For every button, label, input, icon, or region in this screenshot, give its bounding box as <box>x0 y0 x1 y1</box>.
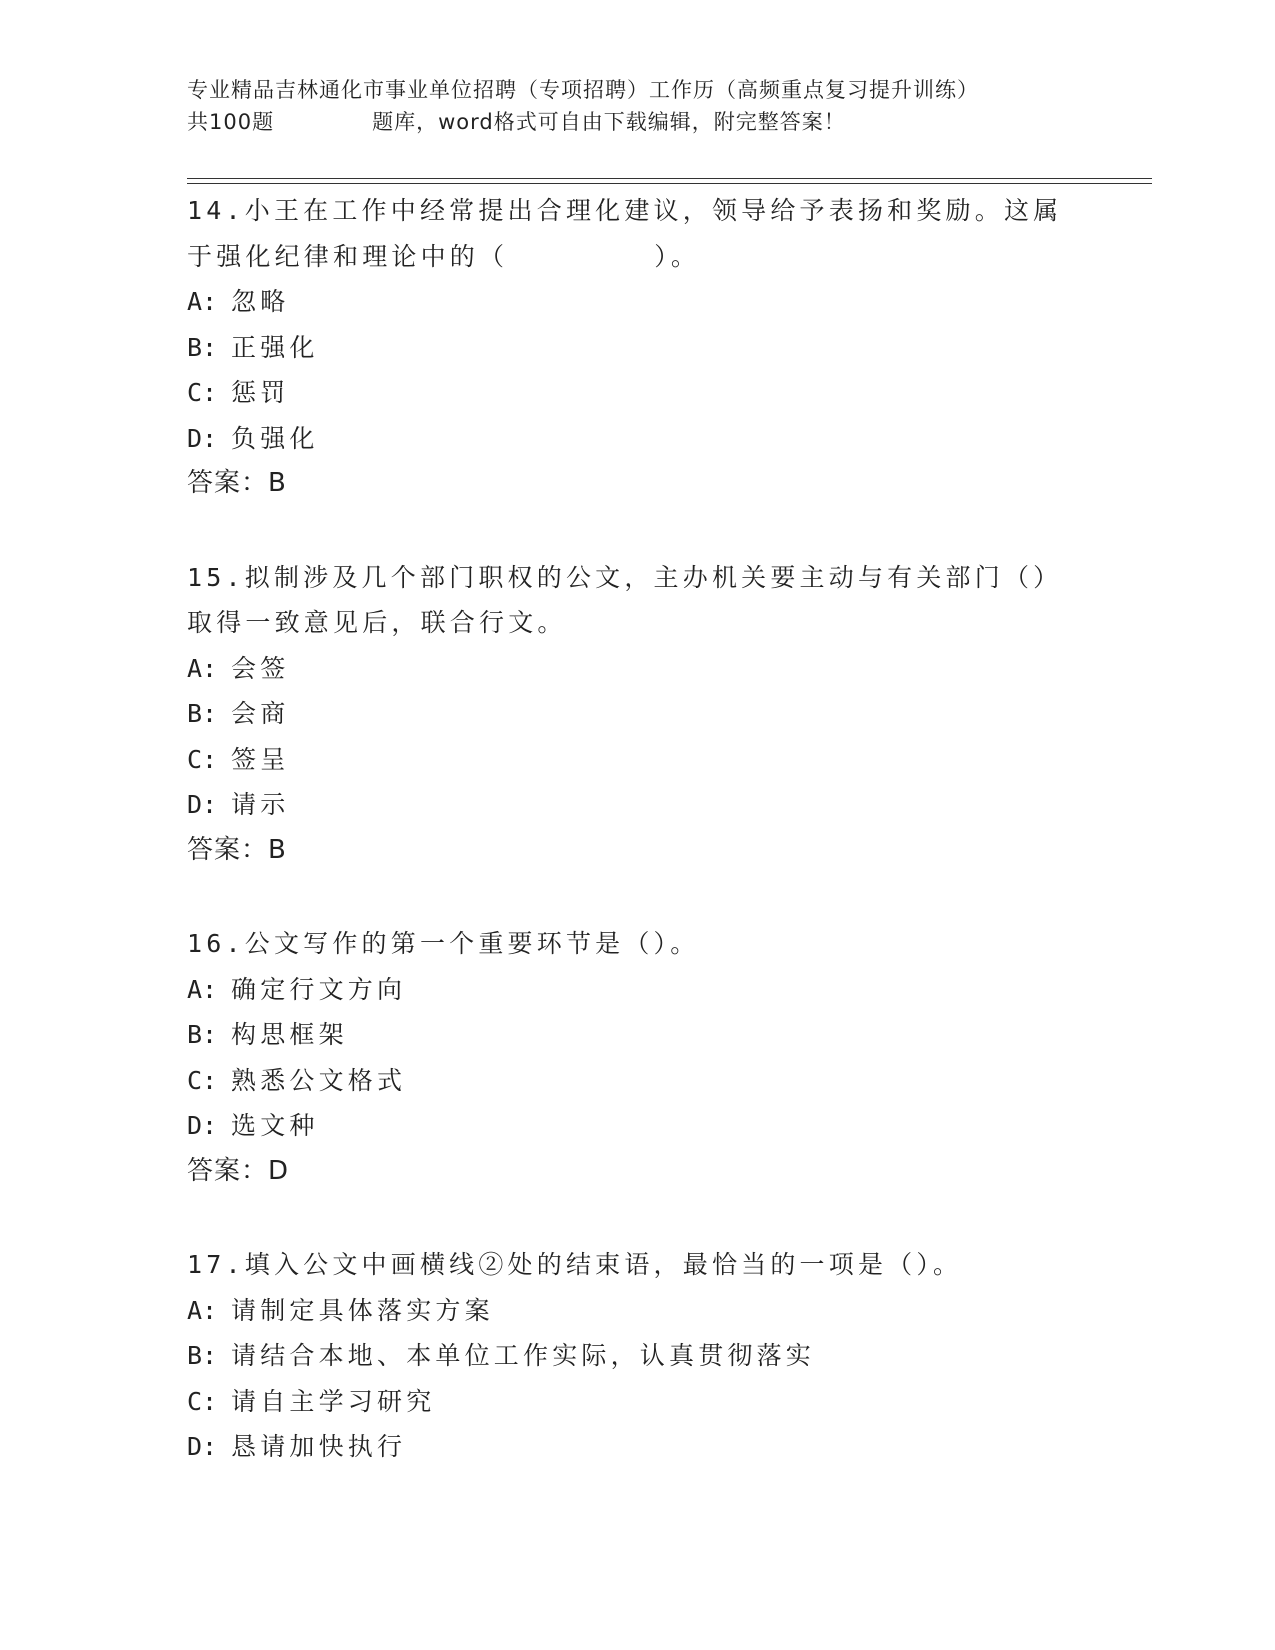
header-divider-top <box>187 178 1152 179</box>
option-b <box>187 325 1087 371</box>
option-letter: B: <box>187 699 218 728</box>
option-c <box>187 1058 1087 1104</box>
question-16 <box>187 921 1087 1194</box>
option-text: 惩罚 <box>231 378 290 407</box>
option-text: 请示 <box>231 790 290 819</box>
option-letter: C: <box>187 1386 218 1416</box>
option-c <box>187 370 1087 416</box>
download-note-text: 题库，word格式可自由下载编辑，附完整答案！ <box>372 110 846 134</box>
option-a <box>187 279 1087 325</box>
question-text: 17.填入公文中画横线②处的结束语，最恰当的一项是（）。 <box>187 1250 963 1279</box>
option-letter: D: <box>187 1111 218 1140</box>
question-text: 14.小王在工作中经常提出合理化建议，领导给予表扬和奖励。这属于强化纪律和理论中的（ ）。 <box>187 196 1063 271</box>
question-count-text: 共100题 <box>187 110 275 134</box>
option-text: 会商 <box>231 699 290 728</box>
option-letter: D: <box>187 1432 218 1461</box>
option-text: 恳请加快执行 <box>231 1432 407 1461</box>
question-list <box>187 188 1087 1518</box>
header-subtitle-line <box>187 106 1087 138</box>
option-letter: A: <box>187 287 218 316</box>
option-b <box>187 691 1087 737</box>
option-d <box>187 416 1087 462</box>
option-letter: B: <box>187 1341 218 1370</box>
document-header <box>187 74 1087 138</box>
option-letter: C: <box>187 1065 218 1095</box>
option-d <box>187 1424 1087 1470</box>
option-text: 请制定具体落实方案 <box>231 1295 494 1325</box>
option-letter: B: <box>187 1020 218 1049</box>
option-letter: A: <box>187 1295 218 1325</box>
question-text: 15.拟制涉及几个部门职权的公文，主办机关要主动与有关部门（）取得一致意见后，联合行文。 <box>187 562 1063 637</box>
answer-line: 答案：B <box>187 834 287 865</box>
option-text: 负强化 <box>231 423 319 453</box>
answer-line: 答案：D <box>187 1155 290 1186</box>
option-text: 选文种 <box>231 1111 319 1140</box>
option-letter: B: <box>187 332 218 362</box>
header-title-line: 专业精品吉林通化市事业单位招聘（专项招聘）工作历（高频重点复习提升训练） <box>187 78 979 102</box>
option-letter: A: <box>187 653 218 683</box>
option-b <box>187 1333 1087 1379</box>
option-text: 正强化 <box>231 332 319 362</box>
option-letter: D: <box>187 423 218 453</box>
question-17 <box>187 1242 1087 1470</box>
question-14 <box>187 188 1087 507</box>
option-text: 签呈 <box>231 744 290 774</box>
option-text: 忽略 <box>231 287 290 316</box>
option-letter: C: <box>187 378 218 407</box>
question-text: 16.公文写作的第一个重要环节是（）。 <box>187 929 700 958</box>
question-15 <box>187 555 1087 874</box>
option-text: 会签 <box>231 653 290 683</box>
option-letter: C: <box>187 744 218 774</box>
option-letter: D: <box>187 790 218 819</box>
option-text: 请自主学习研究 <box>231 1386 436 1416</box>
option-text: 确定行文方向 <box>231 974 407 1004</box>
answer-line: 答案：B <box>187 468 287 498</box>
option-a <box>187 646 1087 692</box>
option-text: 请结合本地、本单位工作实际，认真贯彻落实 <box>231 1341 816 1370</box>
option-text: 构思框架 <box>231 1020 348 1049</box>
option-c <box>187 1379 1087 1425</box>
option-d <box>187 1103 1087 1149</box>
option-c <box>187 737 1087 783</box>
option-a <box>187 967 1087 1013</box>
option-text: 熟悉公文格式 <box>231 1065 407 1095</box>
option-letter: A: <box>187 974 218 1004</box>
option-b <box>187 1012 1087 1058</box>
option-a <box>187 1288 1087 1334</box>
header-divider-bottom <box>187 183 1152 184</box>
option-d <box>187 782 1087 828</box>
